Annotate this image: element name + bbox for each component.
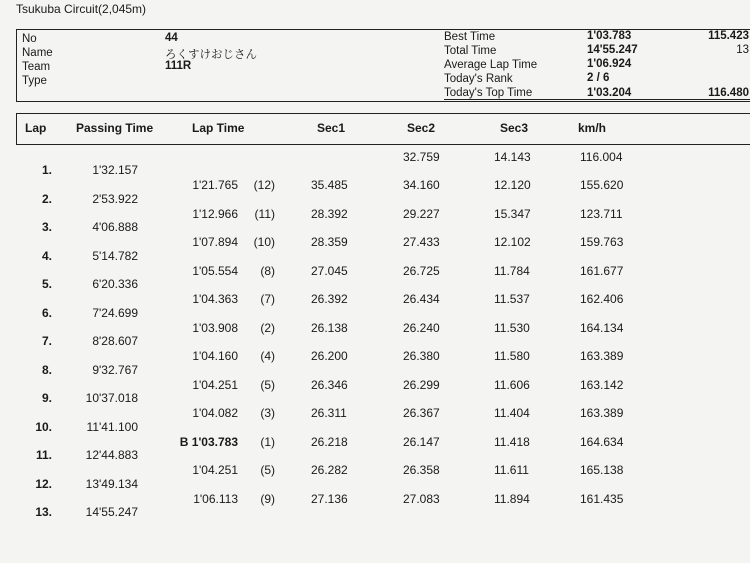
lap-number: 7. <box>41 334 52 348</box>
kmh-value: 162.406 <box>580 292 624 306</box>
sec1-value: 28.392 <box>311 206 348 221</box>
lap-rank: (10) <box>253 235 275 249</box>
sec1-value: 26.138 <box>311 320 348 335</box>
no-label: No <box>22 33 37 45</box>
sec1-value: 35.485 <box>311 178 348 192</box>
lap-rank: (9) <box>260 491 275 506</box>
lap-number: 2. <box>41 191 52 206</box>
sec2-value: 26.240 <box>403 320 440 335</box>
sec1-value: 26.218 <box>311 434 348 449</box>
sec1-value: 28.359 <box>311 235 348 249</box>
lap-time: 1'03.908 <box>192 320 238 335</box>
passing-time: 8'28.607 <box>92 334 138 348</box>
lap-time: 1'04.082 <box>192 406 238 420</box>
sec1-value: 26.311 <box>311 406 347 420</box>
lap-time: 1'21.765 <box>192 178 238 192</box>
lap-time: 1'04.160 <box>192 349 238 363</box>
team-name: 111R <box>165 60 192 72</box>
passing-time: 5'14.782 <box>92 248 138 263</box>
name-label: Name <box>22 47 53 59</box>
lap-number: 1. <box>41 163 52 177</box>
passing-time: 7'24.699 <box>92 305 138 320</box>
passing-time: 14'55.247 <box>85 505 138 519</box>
lap-rank: (8) <box>260 263 275 278</box>
kmh-value: 163.389 <box>580 349 624 363</box>
passing-time: 13'49.134 <box>85 476 138 491</box>
lap-number: 6. <box>41 305 52 320</box>
sec1-value: 26.392 <box>311 292 348 306</box>
col-kmh: km/h <box>578 121 607 135</box>
lap-rank: (5) <box>260 377 275 392</box>
sec1-value: 27.045 <box>311 263 348 278</box>
lap-time: 1'12.966 <box>192 206 238 221</box>
lap-number: 9. <box>41 391 52 405</box>
passing-time: 4'06.888 <box>92 220 138 234</box>
todays-rank: 2 / 6 <box>587 72 610 84</box>
col-sec3: Sec3 <box>500 121 529 135</box>
best-speed: 115.423 <box>708 30 749 42</box>
lap-time: 1'07.894 <box>192 235 238 249</box>
lap-time: B 1'03.783 <box>179 434 238 449</box>
lap-number: 12. <box>35 476 52 491</box>
sec2-value: 26.358 <box>403 463 440 477</box>
lap-number: 5. <box>41 277 52 291</box>
kmh-value: 165.138 <box>580 463 624 477</box>
sec1-value: 26.346 <box>311 377 348 392</box>
kmh-value: 163.142 <box>580 377 624 392</box>
sec3-value: 11.611 <box>494 463 529 477</box>
passing-time: 11'41.100 <box>86 419 138 434</box>
lap-number: 13. <box>35 505 52 519</box>
passing-time: 6'20.336 <box>92 277 138 291</box>
sec1-value: 26.200 <box>311 349 348 363</box>
lap-time: 1'04.363 <box>192 292 238 306</box>
sec2-value: 26.367 <box>403 406 440 420</box>
total-time: 14'55.247 <box>587 44 638 56</box>
sec3-value: 11.894 <box>494 491 530 506</box>
kmh-value: 164.634 <box>580 434 624 449</box>
lap-rank: (1) <box>260 434 275 449</box>
total-laps: 13 <box>736 44 749 56</box>
best-time: 1'03.783 <box>587 30 632 42</box>
top-speed: 116.480 <box>708 87 749 99</box>
sec3-value: 15.347 <box>494 206 531 221</box>
lap-number: 8. <box>41 362 52 377</box>
lap-time: 1'04.251 <box>192 377 238 392</box>
sec3-value: 12.102 <box>494 235 531 249</box>
total-time-label: Total Time <box>444 45 497 57</box>
first-sec2: 32.759 <box>403 150 440 164</box>
first-kmh: 116.004 <box>580 150 623 164</box>
sec3-value: 12.120 <box>494 178 531 192</box>
avg-lap-label: Average Lap Time <box>444 59 538 71</box>
sec3-value: 11.580 <box>494 349 530 363</box>
kmh-value: 161.435 <box>580 491 624 506</box>
driver-name: ろくすけおじさん <box>165 49 257 61</box>
sec3-value: 11.537 <box>494 292 530 306</box>
sec2-value: 27.433 <box>403 235 440 249</box>
lap-rank: (2) <box>260 320 275 335</box>
sec2-value: 34.160 <box>403 178 440 192</box>
top-time-label: Today's Top Time <box>444 87 750 100</box>
lap-time: 1'06.113 <box>193 491 238 506</box>
kmh-value: 155.620 <box>580 178 624 192</box>
kmh-value: 161.677 <box>580 263 624 278</box>
circuit-title: Tsukuba Circuit(2,045m) <box>16 2 147 16</box>
lap-number: 3. <box>41 220 52 234</box>
sec2-value: 26.380 <box>403 349 440 363</box>
kmh-value: 164.134 <box>580 320 624 335</box>
col-lap: Lap <box>25 121 47 135</box>
kmh-value: 123.711 <box>580 206 623 221</box>
average-lap-time: 1'06.924 <box>587 58 632 70</box>
team-label: Team <box>22 61 51 73</box>
passing-time: 2'53.922 <box>92 191 138 206</box>
driver-no: 44 <box>165 32 178 44</box>
sec2-value: 26.299 <box>403 377 440 392</box>
passing-time: 12'44.883 <box>85 448 138 462</box>
first-sec3: 14.143 <box>494 150 531 164</box>
lap-rank: (3) <box>260 406 275 420</box>
passing-time: 10'37.018 <box>85 391 138 405</box>
sec3-value: 11.606 <box>494 377 530 392</box>
sec2-value: 26.725 <box>403 263 440 278</box>
sec2-value: 26.147 <box>403 434 440 449</box>
sec2-value: 29.227 <box>403 206 440 221</box>
kmh-value: 163.389 <box>580 406 624 420</box>
type-label: Type <box>22 75 47 87</box>
lap-number: 11. <box>35 448 52 462</box>
sec2-value: 26.434 <box>403 292 440 306</box>
sec3-value: 11.418 <box>494 434 530 449</box>
lap-rank: (11) <box>254 206 275 221</box>
lap-rank: (5) <box>260 463 275 477</box>
passing-time: 1'32.157 <box>92 163 138 177</box>
lap-number: 10. <box>35 419 52 434</box>
lap-rank: (4) <box>260 349 275 363</box>
col-sec2: Sec2 <box>407 121 436 135</box>
passing-time: 9'32.767 <box>92 362 138 377</box>
col-sec1: Sec1 <box>317 121 346 135</box>
todays-top-time: 1'03.204 <box>587 87 632 99</box>
lap-rank: (12) <box>253 178 275 192</box>
col-passing-time: Passing Time <box>76 121 154 135</box>
col-lap-time: Lap Time <box>192 121 245 135</box>
lap-time: 1'05.554 <box>192 263 238 278</box>
rank-label: Today's Rank <box>444 73 513 85</box>
sec1-value: 26.282 <box>311 463 348 477</box>
sec3-value: 11.530 <box>494 320 530 335</box>
lap-rank: (7) <box>260 292 275 306</box>
kmh-value: 159.763 <box>580 235 624 249</box>
sec2-value: 27.083 <box>403 491 440 506</box>
sec3-value: 11.404 <box>494 406 530 420</box>
sec3-value: 11.784 <box>494 263 530 278</box>
best-time-label: Best Time <box>444 31 496 43</box>
sec1-value: 27.136 <box>311 491 348 506</box>
lap-number: 4. <box>41 248 52 263</box>
lap-time: 1'04.251 <box>192 463 238 477</box>
